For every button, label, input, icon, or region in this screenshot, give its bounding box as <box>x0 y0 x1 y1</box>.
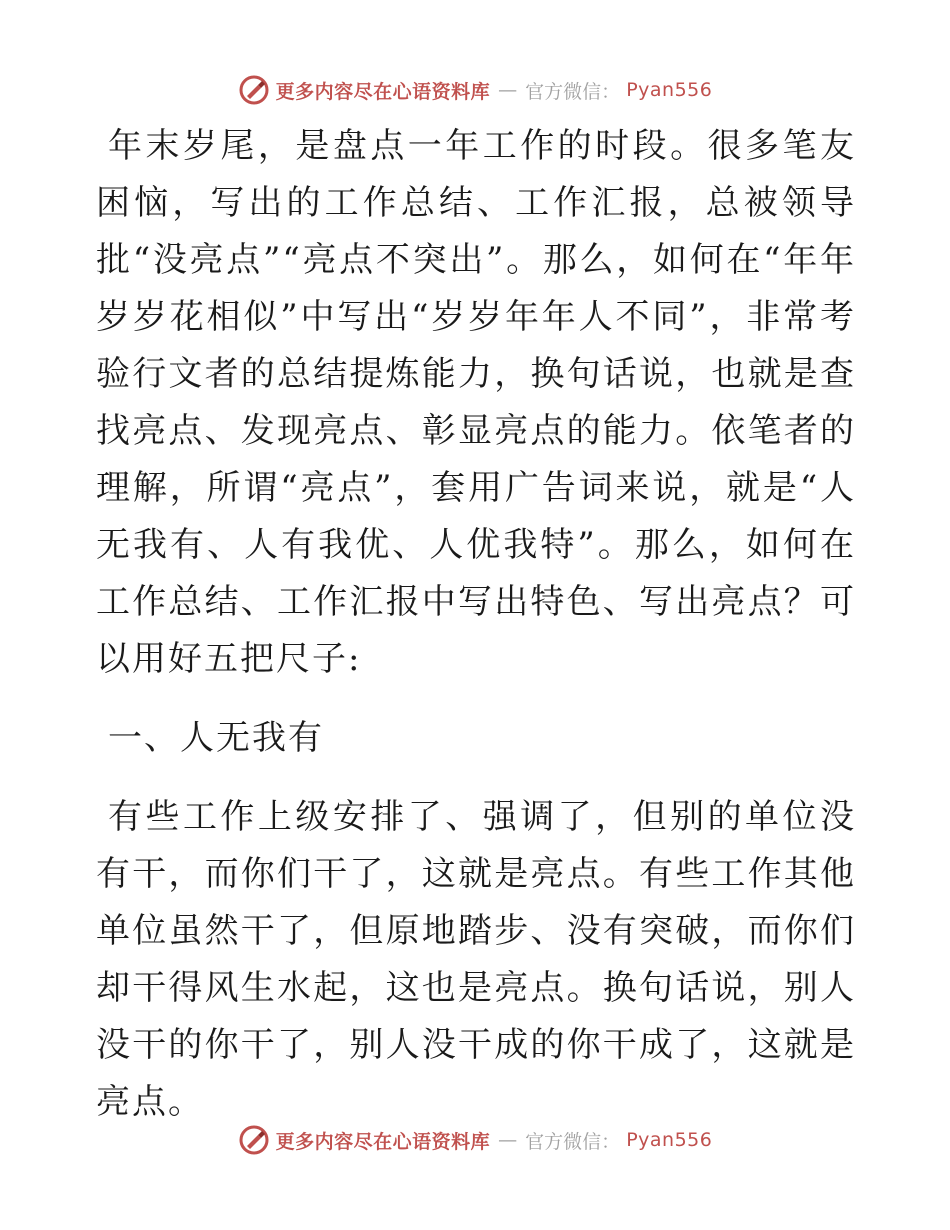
pen-logo-icon <box>238 74 270 106</box>
watermark-header <box>0 70 950 110</box>
pen-logo-icon <box>238 1124 270 1156</box>
watermark-wechat-label: 官方微信： <box>525 80 621 103</box>
paragraph-intro: 年末岁尾，是盘点一年工作的时段。很多笔友困恼，写出的工作总结、工作汇报，总被领导批“没亮点”“亮点不突出”。那么，如何在“年年岁岁花相似”中写出“岁岁年年人不同”，非常考验行文者的总结提炼能力，换句话说，也就是查找亮点、发现亮点、彰显亮点的能力。依笔者的理解，所谓“亮点”，套用广告词来说，就是“人无我有、人有我优、人优我特”。那么，如何在工作总结、工作汇报中写出特色、写出亮点？可以用好五把尺子: <box>96 126 856 679</box>
paragraph-section-1: 有些工作上级安排了、强调了，但别的单位没有干，而你们干了，这就是亮点。有些工作其他单位虽然干了，但原地踏步、没有突破，而你们却干得风生水起，这也是亮点。换句话说，别人没干的你干了，别人没干成的你干成了，这就是亮点。 <box>96 797 856 1122</box>
watermark-site-text: 更多内容尽在心语资料库 <box>275 80 491 103</box>
document-body <box>96 118 856 1131</box>
watermark-wechat-label: 官方微信： <box>525 1130 621 1153</box>
watermark-footer <box>0 1120 950 1160</box>
watermark-account: Pyan556 <box>626 79 713 101</box>
watermark-account: Pyan556 <box>626 1129 713 1151</box>
watermark-dash: — <box>498 1129 518 1151</box>
watermark-site-text: 更多内容尽在心语资料库 <box>275 1130 491 1153</box>
section-heading: 一、人无我有 <box>108 718 324 758</box>
watermark-dash: — <box>498 79 518 101</box>
